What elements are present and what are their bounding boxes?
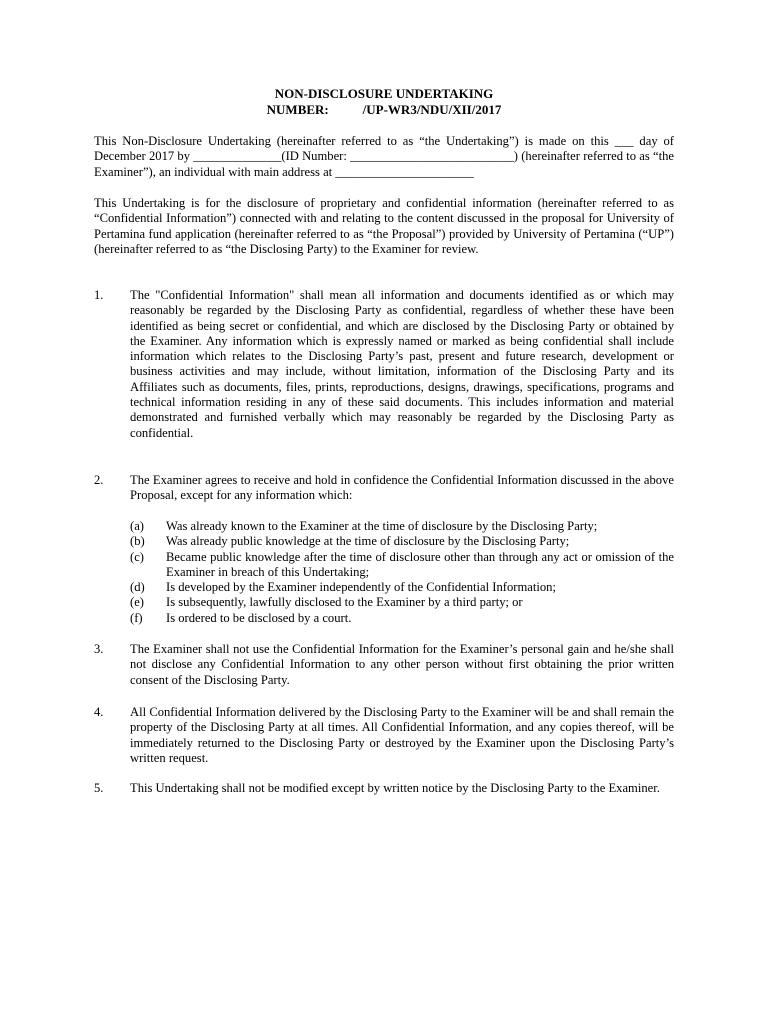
exception-item [130,595,674,610]
exception-text: Is ordered to be disclosed by a court. [166,610,352,625]
exception-label: (e) [130,595,144,610]
clause-2 [94,473,674,504]
clause-number: 4. [94,705,104,719]
document-number [0,102,768,117]
clause-text: The Examiner shall not use the Confidential Information for the Examiner’s personal gain and he/she shall not disclose any Confidential Information to any other person without first obtaining the prior written consent of the Disclosing Party. [130,642,674,687]
exception-label: (f) [130,610,143,625]
intro-paragraph-parties: This Non-Disclosure Undertaking (hereinafter referred to as “the Undertaking”) is made on this ___ day of December 2017 by ______________(ID Number: __________________________) (hereinafter referred to as “the Examiner”), an individual with main address at ______________________ [94,134,674,179]
clause-number: 1. [94,288,104,302]
exception-item [130,611,674,626]
clause-1 [94,288,674,441]
clause-3 [94,642,674,688]
exception-item [130,580,674,595]
exception-item [130,534,674,549]
clause-2-exceptions-list [130,519,674,626]
exception-label: (b) [130,534,145,549]
exception-item [130,519,674,534]
exception-item [130,550,674,581]
clause-text: This Undertaking shall not be modified except by written notice by the Disclosing Party to the Examiner. [130,781,660,795]
exception-label: (c) [130,549,144,564]
intro-paragraph-purpose: This Undertaking is for the disclosure of proprietary and confidential information (hereinafter referred to as “Confidential Information”) connected with and relating to the content discussed in the proposal for University of Pertamina fund application (hereinafter referred to as “the Proposal”) provided by University of Pertamina (“UP”) (hereinafter referred to as “the Disclosing Party) to the Examiner for review. [94,196,674,256]
clause-5 [94,781,674,796]
exception-text: Is developed by the Examiner independently of the Confidential Information; [166,580,556,595]
clause-number: 3. [94,642,104,656]
exception-text: Became public knowledge after the time of disclosure other than through any act or omission of the Examiner in breach of this Undertaking; [166,549,674,579]
clause-text: The Examiner agrees to receive and hold in confidence the Confidential Information discussed in the above Proposal, except for any information which: [130,473,674,503]
clause-text: All Confidential Information delivered by the Disclosing Party to the Examiner will be and shall remain the property of the Disclosing Party at all times. All Confidential Information, and any copies thereof, will be immediately returned to the Disclosing Party or destroyed by the Examiner upon the Disclosing Party’s written request. [130,705,674,765]
document-title: NON-DISCLOSURE UNDERTAKING [274,86,494,101]
exception-text: Is subsequently, lawfully disclosed to the Examiner by a third party; or [166,595,523,610]
clause-number: 2. [94,473,104,487]
exception-text: Was already known to the Examiner at the time of disclosure by the Disclosing Party; [166,519,598,533]
exception-text: Was already public knowledge at the time of disclosure by the Disclosing Party; [166,534,570,549]
exception-label: (d) [130,580,145,595]
number-value: /UP-WR3/NDU/XII/2017 [362,102,502,117]
exception-label: (a) [130,519,144,533]
clause-text: The "Confidential Information" shall mean all information and documents identified as or which may reasonably be regarded by the Disclosing Party as confidential, regardless of whether these have been identified as being secret or confidential, and which are disclosed by the Disclosing Party or obtained by the Examiner. Any information which is expressly named or marked as being confidential shall include information which relates to the Disclosing Party’s past, present and future research, development or business activities and may include, without limitation, information of the Disclosing Party and its Affiliates such as documents, files, prints, reproductions, designs, drawings, specifications, programs and technical information residing in any of these said documents. This includes information and material demonstrated and furnished verbally which may reasonably be regarded by the Disclosing Party as confidential. [130,288,674,440]
clause-4 [94,705,674,766]
clause-number: 5. [94,781,104,795]
number-label: NUMBER: [266,102,329,117]
